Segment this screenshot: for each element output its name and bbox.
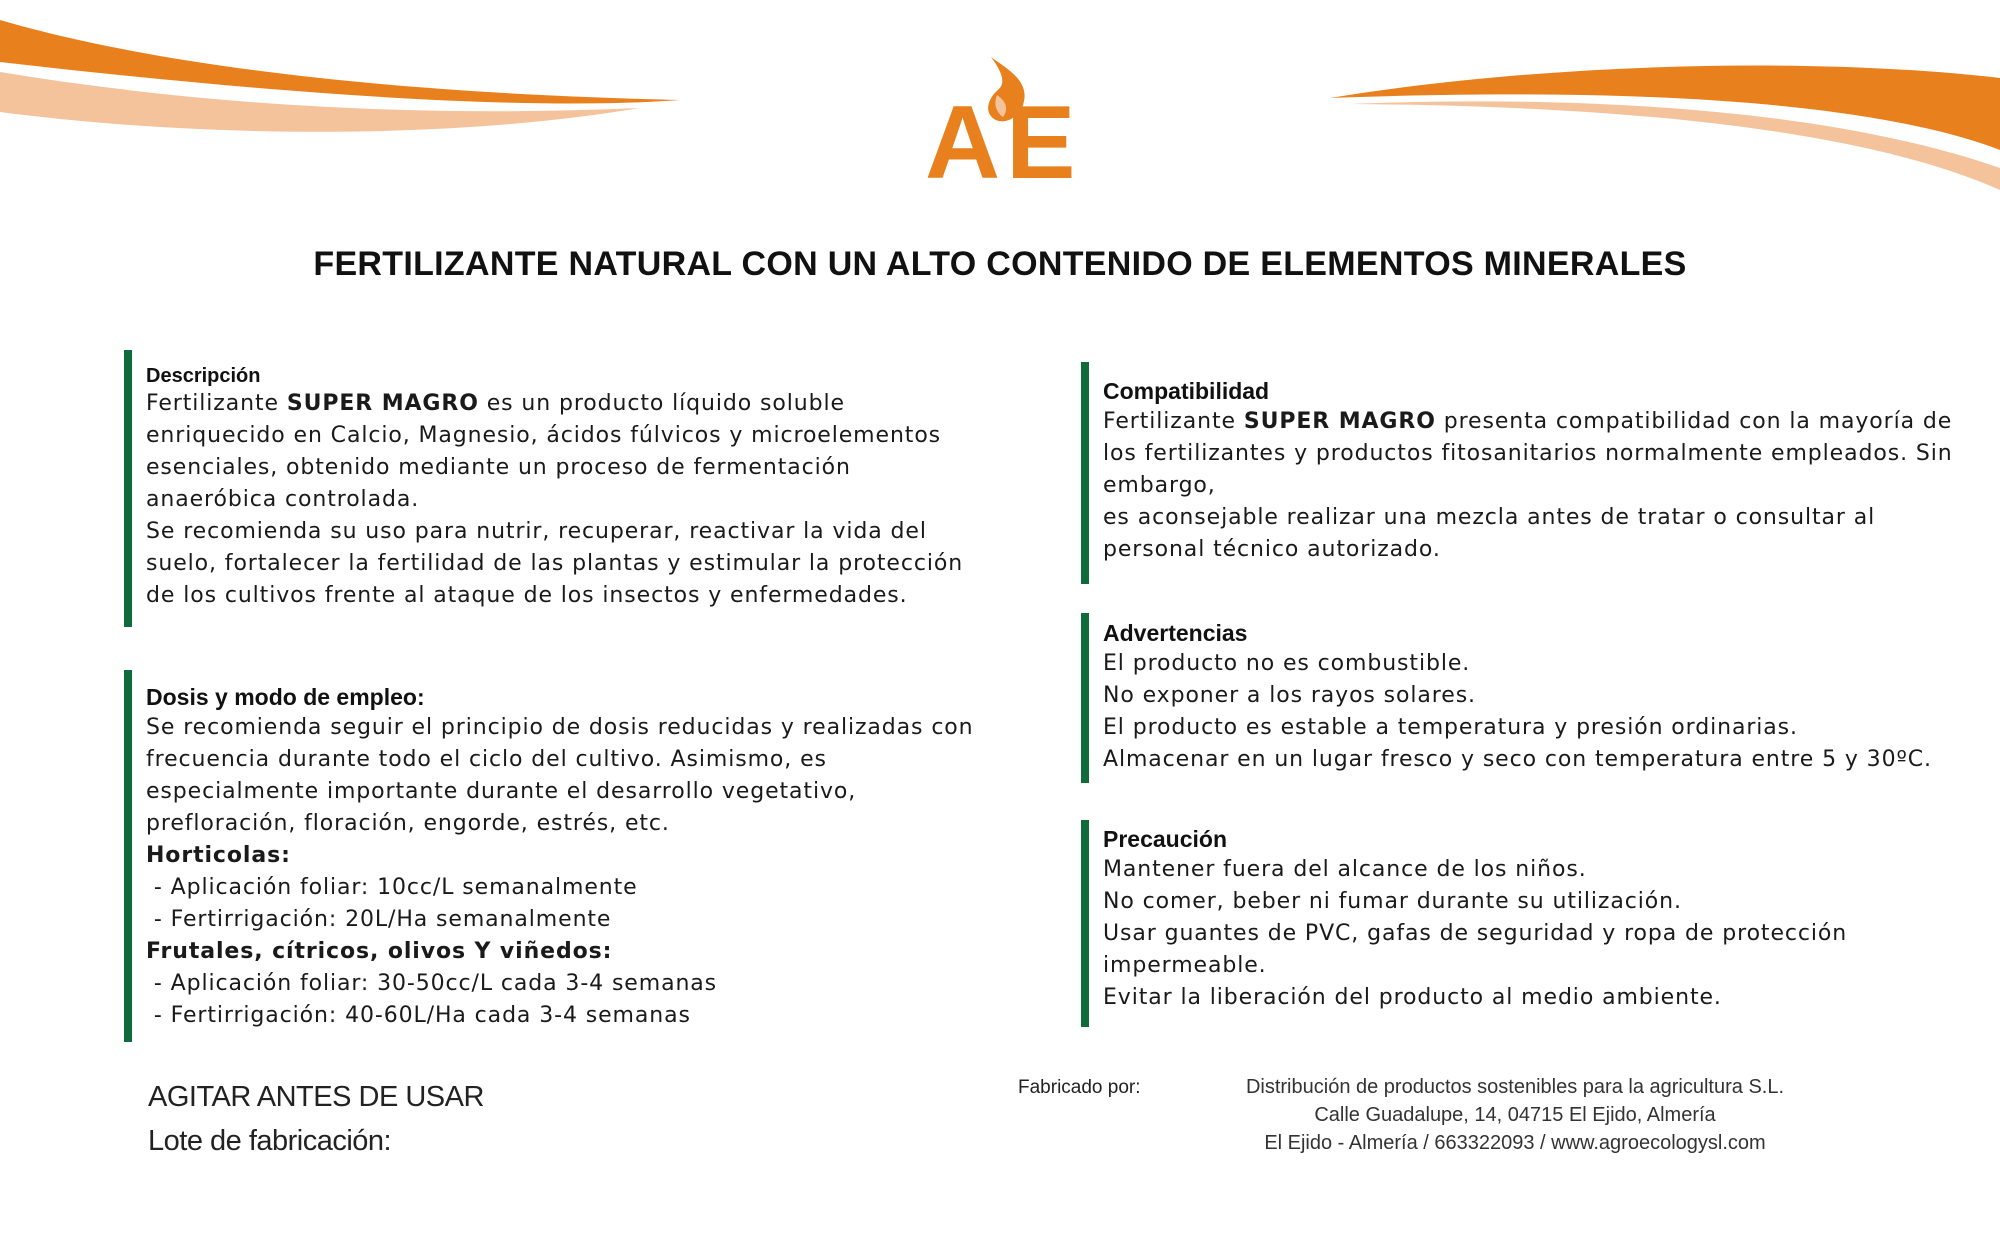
product-name: SUPER MAGRO [1243,409,1436,434]
paragraph: Se recomienda seguir el principio de dosis reducidas y realizadas con frecuencia durante todo el ciclo del cultivo. Asimismo, es especialmente importante durante el desarrollo vegetativo, prefloración, floración, engorde, estrés, etc. [146,715,974,836]
list-item: No comer, beber ni fumar durante su utilización. [1103,889,1682,914]
section-compatibilidad [1081,362,1963,584]
product-name: SUPER MAGRO [286,391,479,416]
section-body [146,388,976,612]
text: Fertilizante [146,391,287,416]
text: Fertilizante [1103,409,1244,434]
list-item: - Aplicación foliar: 10cc/L semanalmente [146,875,638,900]
paragraph: Se recomienda su uso para nutrir, recuperar, reactivar la vida del suelo, fortalecer la fertilidad de las plantas y estimular la protección de los cultivos frente al ataque de los insectos y enfermedades. [146,519,964,608]
paragraph [146,388,976,516]
list-item: Mantener fuera del alcance de los niños. [1103,857,1587,882]
text: presenta compatibilidad con la mayoría de los fertilizantes y productos fitosanitarios normalmente empleados. Sin embargo, [1103,409,1953,498]
page-title: FERTILIZANTE NATURAL CON UN ALTO CONTENIDO DE ELEMENTOS MINERALES [313,245,1687,283]
logo-text: AE [925,85,1082,201]
section-heading: Compatibilidad [1103,378,1270,404]
section-heading: Dosis y modo de empleo: [146,684,425,710]
section-body [1103,854,1963,1014]
brand-logo [925,55,1082,201]
manufacturer-info [1225,1073,1805,1157]
left-swoosh-decoration [0,0,700,160]
company-name: Distribución de productos sostenibles para la agricultura S.L. [1245,1076,1785,1098]
section-advertencias [1081,613,1963,783]
company-contact: El Ejido - Almería / 663322093 / www.agroecologysl.com [1264,1132,1766,1154]
paragraph: es aconsejable realizar una mezcla antes de tratar o consultar al personal técnico autorizado. [1103,505,1876,562]
section-heading: Descripción [146,365,261,387]
section-descripcion [124,350,976,627]
paragraph [1103,406,1963,502]
subheading: Frutales, cítricos, olivos Y viñedos: [146,939,613,964]
manufacturer-label: Fabricado por: [1018,1077,1141,1098]
footer-notes [148,1075,484,1163]
right-swoosh-decoration [1320,0,2000,200]
section-body [1103,648,1963,776]
list-item: - Fertirrigación: 40-60L/Ha cada 3-4 semanas [146,1003,691,1028]
text: es un producto líquido soluble enriquecido en Calcio, Magnesio, ácidos fúlvicos y microelementos esenciales, obtenido mediante un proceso de fermentación anaeróbica controlada. [146,391,942,512]
section-dosis [124,670,996,1042]
list-item: Usar guantes de PVC, gafas de seguridad y ropa de protección impermeable. [1103,921,1848,978]
shake-notice: AGITAR ANTES DE USAR [148,1081,484,1113]
section-precaucion [1081,820,1963,1027]
company-address: Calle Guadalupe, 14, 04715 El Ejido, Almería [1314,1104,1716,1126]
subheading: Horticolas: [146,843,291,868]
section-body [1103,406,1963,566]
section-heading: Precaución [1103,826,1227,852]
batch-label: Lote de fabricación: [148,1125,392,1157]
list-item: Evitar la liberación del producto al medio ambiente. [1103,985,1722,1010]
section-body [146,712,996,1032]
list-item: El producto no es combustible. [1103,651,1471,676]
section-heading: Advertencias [1103,620,1248,646]
list-item: - Aplicación foliar: 30-50cc/L cada 3-4 semanas [146,971,718,996]
list-item: - Fertirrigación: 20L/Ha semanalmente [146,907,612,932]
list-item: Almacenar en un lugar fresco y seco con temperatura entre 5 y 30ºC. [1103,747,1932,772]
list-item: No exponer a los rayos solares. [1103,683,1476,708]
list-item: El producto es estable a temperatura y presión ordinarias. [1103,715,1798,740]
